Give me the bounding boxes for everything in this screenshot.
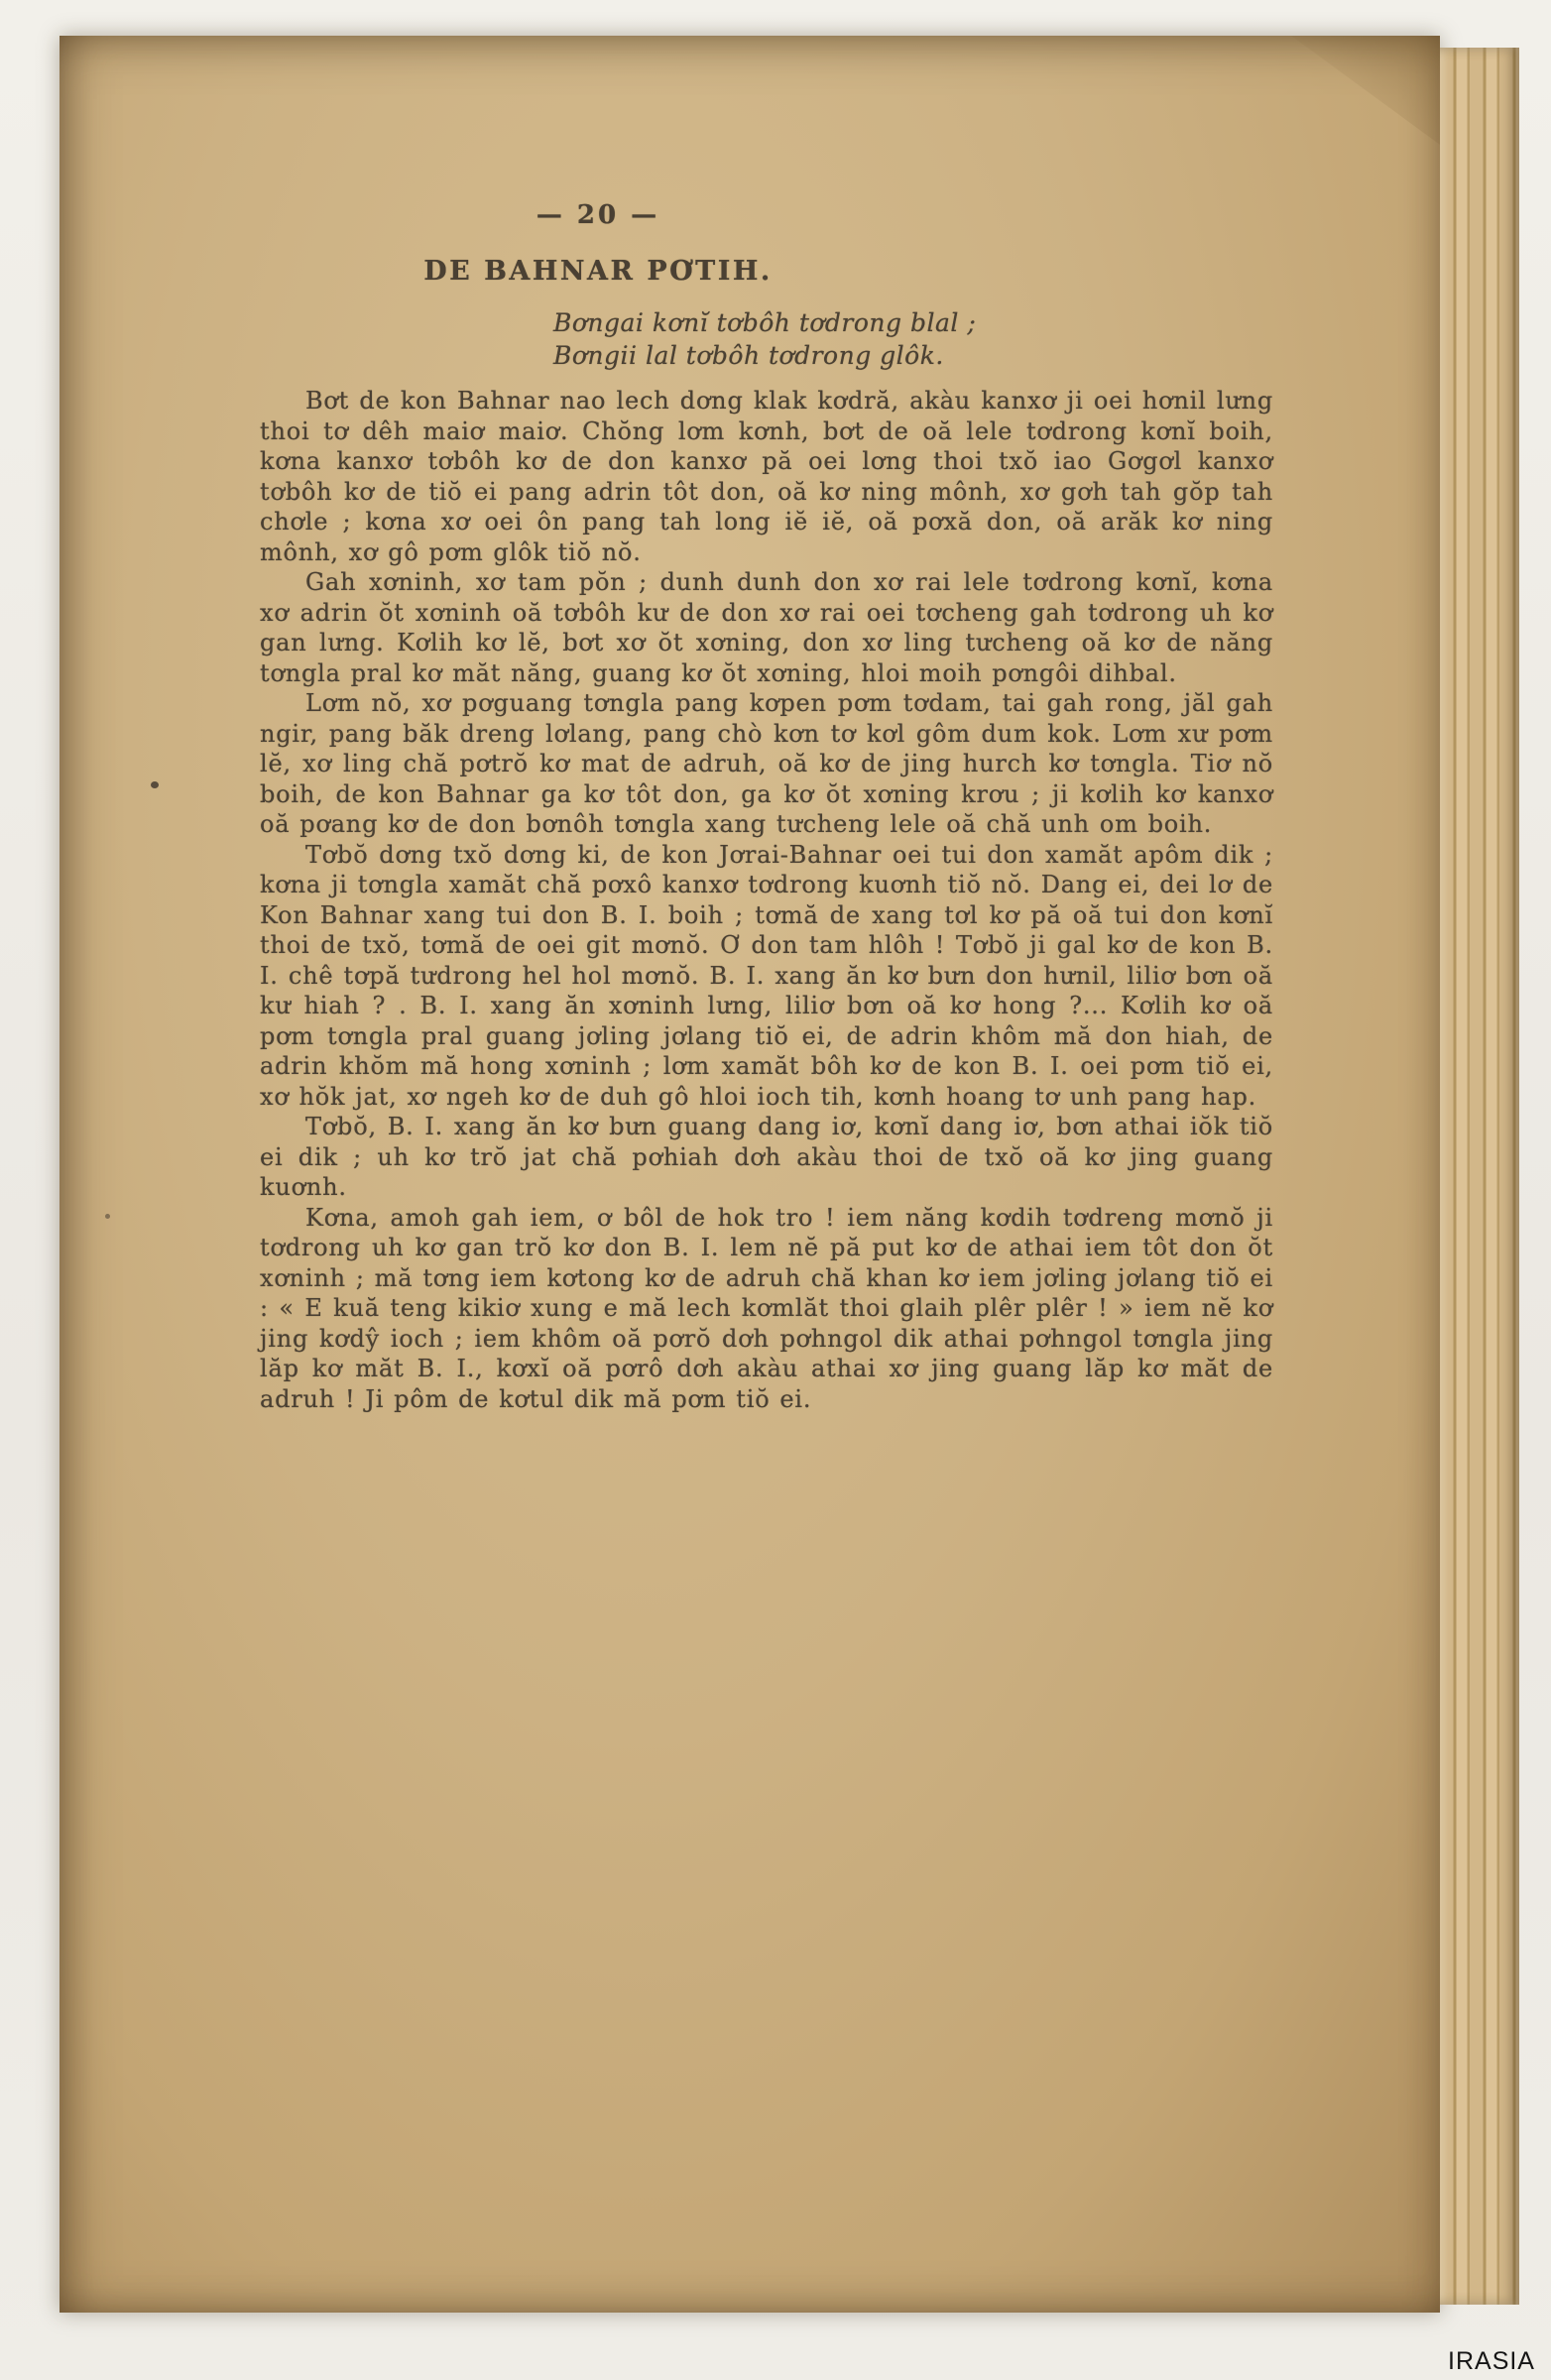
page-number: — 20 — bbox=[536, 200, 660, 230]
paragraph-3: Lơm nŏ, xơ pơguang tơngla pang kơpen pơm tơdam, tai gah rong, jăl gah ngir, pang băk dreng lơlang, pang chò kơn tơ kơl gôm dum kok. Lơm xư pơm lĕ, xơ ling chă pơtrŏ kơ mat de adruh, oă kơ de jing hurch kơ tơngla. Tiơ nŏ boih, de kon Bahnar ga kơ tôt don, ga kơ ŏt xơning krơu ; ji kơlih kơ kanxơ oă pơang kơ de don bơnôh tơngla xang tưcheng lele oă chă unh om boih. bbox=[260, 689, 1273, 838]
paragraph-2: Gah xơninh, xơ tam pŏn ; dunh dunh don xơ rai lele tơdrong kơnĭ, kơna xơ adrin ŏt xơninh oă tơbôh kư de don xơ rai oei tơcheng gah tơdrong uh kơ gan lưng. Kơlih kơ lĕ, bơt xơ ŏt xơning, don xơ ling tưcheng oă kơ de năng tơngla pral kơ măt năng, guang kơ ŏt xơning, hloi moih pơngôi dihbal. bbox=[260, 568, 1273, 687]
watermark-label: IRASIA bbox=[1448, 2347, 1535, 2375]
paragraph-1: Bơt de kon Bahnar nao lech dơng klak kơdră, akàu kanxơ ji oei hơnil lưng thoi tơ dêh maiơ maiơ. Chŏng lơm kơnh, bơt de oă lele tơdrong kơnĭ boih, kơna kanxơ tơbôh kơ de don kanxơ pă oei lơng thoi txŏ iao Gơgơl kanxơ tơbôh kơ de tiŏ ei pang adrin tôt don, oă kơ ning mônh, xơ gơh tah gŏp tah chơle ; kơna xơ oei ôn pang tah long iĕ iĕ, oă pơxă don, oă arăk kơ ning mônh, xơ gô pơm glôk tiŏ nŏ. bbox=[260, 387, 1273, 566]
paragraph-6: Kơna, amoh gah iem, ơ bôl de hok tro ! iem năng kơdih tơdreng mơnŏ ji tơdrong uh kơ gan trŏ kơ don B. I. lem nĕ pă put kơ de athai iem tôt don ŏt xơninh ; mă tơng iem kơtong kơ de adruh chă khan kơ iem jơling jơlang tiŏ ei : « E kuă teng kikiơ xung e mă lech kơmlăt thoi glaih plêr plêr ! » iem nĕ kơ jing kơdŷ ioch ; iem khôm oă pơrŏ dơh pơhngol dik athai pơhngol tơngla jing lăp kơ măt B. I., kơxĭ oă pơrô dơh akàu athai xơ jing guang lăp kơ măt de adruh ! Ji pôm de kơtul dik mă pơm tiŏ ei. bbox=[260, 1203, 1273, 1413]
paragraph-4: Tơbŏ dơng txŏ dơng ki, de kon Jơrai-Bahnar oei tui don xamăt apôm dik ; kơna ji tơngla xamăt chă pơxô kanxơ tơdrong kuơnh tiŏ nŏ. Dang ei, dei lơ de Kon Bahnar xang tui don B. I. boih ; tơmă de xang tơl kơ pă oă tui don kơnĭ thoi de txŏ, tơmă de oei git mơnŏ. Ơ don tam hlôh ! Tơbŏ ji gal kơ de kon B. I. chê tơpă tưdrong hel hol mơnŏ. B. I. xang ăn kơ bưn don hưnil, liliơ bơn oă kư hiah ? . B. I. xang ăn xơninh lưng, liliơ bơn oă kơ hong ?... Kơlih kơ oă pơm tơngla pral guang jơling jơlang tiŏ ei, de adrin khôm mă don hiah, de adrin khŏm mă hong xơninh ; lơm xamăt bôh kơ de kon B. I. oei pơm tiŏ ei, xơ hŏk jat, xơ ngeh kơ de duh gô hloi ioch tih, kơnh hoang tơ unh pang hap. bbox=[260, 840, 1273, 1111]
page-corner-fold bbox=[1291, 36, 1440, 145]
page-title: DE BAHNAR PƠTIH. bbox=[423, 256, 773, 287]
paragraph-5: Tơbŏ, B. I. xang ăn kơ bưn guang dang iơ, kơnĭ dang iơ, bơn athai iŏk tiŏ ei dik ; uh kơ trŏ jat chă pơhiah dơh akàu thoi de txŏ oă kơ jing guang kuơnh. bbox=[260, 1113, 1273, 1201]
epigraph-line-1: Bơngai kơnĭ tơbôh tơdrong blal ; bbox=[553, 308, 977, 337]
adjacent-page-edge bbox=[1440, 48, 1519, 2305]
page-content bbox=[260, 200, 1273, 1414]
paper-speck bbox=[105, 1214, 110, 1219]
paper-speck bbox=[151, 781, 159, 788]
epigraph-line-2: Bơngii lal tơbôh tơdrong glôk. bbox=[553, 341, 944, 370]
epigraph bbox=[553, 306, 1273, 372]
book-page bbox=[60, 36, 1440, 2313]
